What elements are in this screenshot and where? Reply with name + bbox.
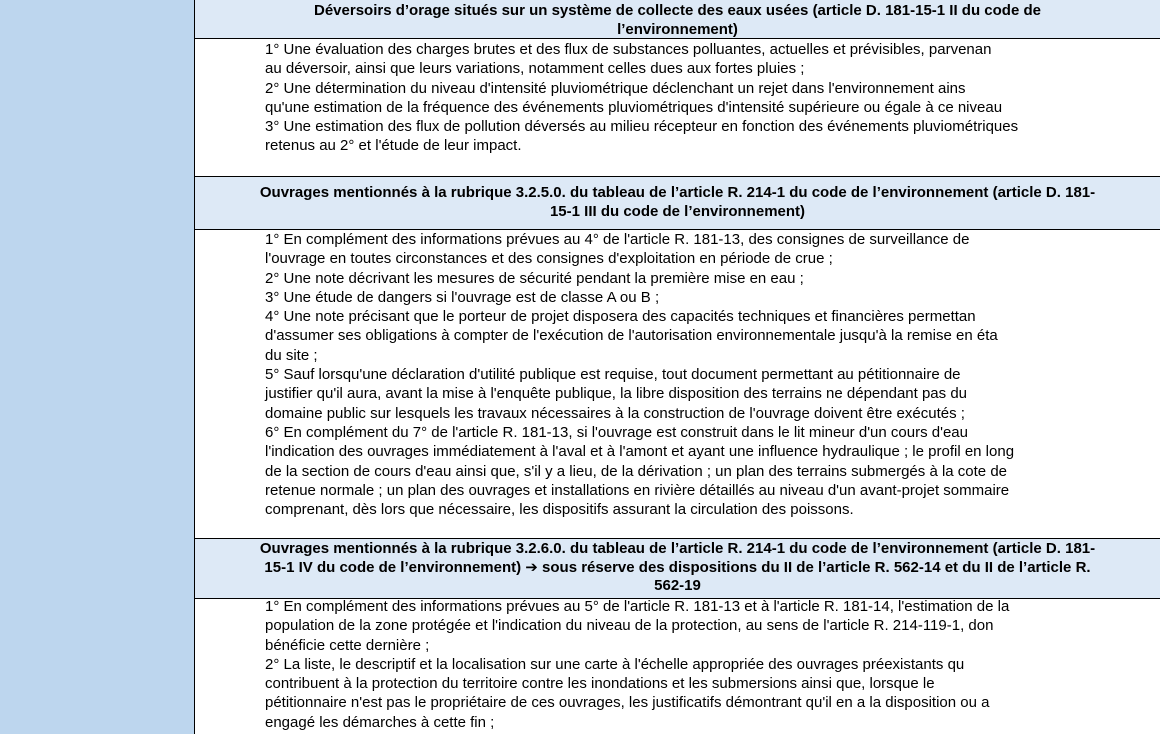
section-3-line: 2° La liste, le descriptif et la localisation sur une carte à l'échelle appropriée des ouvrages préexistants qu xyxy=(265,655,965,673)
section-3-line: contribuent à la protection du territoire contre les inondations et les submersions ainsi que, lorsque le xyxy=(265,675,935,693)
section-3-line: 1° En complément des informations prévues au 5° de l'article R. 181-13 et à l'article R. 181-14, l'estimation de la xyxy=(265,598,1010,615)
section-3-line: population de la zone protégée et l'indication du niveau de la protection, au sens de l'article R. 214-119-1, don xyxy=(265,617,994,635)
section-2-title xyxy=(195,184,1160,221)
section-3-title-line: Ouvrages mentionnés à la rubrique 3.2.6.0. du tableau de l’article R. 214-1 du code de l’environnement (article D. 181- xyxy=(259,540,1096,557)
section-2-header xyxy=(195,176,1160,230)
section-3-title-line: 562-19 xyxy=(654,577,701,594)
section-1-body xyxy=(195,39,1160,176)
section-1-header xyxy=(195,0,1160,39)
section-2-line: justifier qu'il aura, avant la mise à l'enquête publique, la libre disposition des terrains ne dépendant pas du xyxy=(265,385,968,403)
section-1-line: au déversoir, ainsi que leurs variations, notamment celles dues aux fortes pluies ; xyxy=(265,60,805,78)
requirements-table xyxy=(195,0,1160,734)
section-1-title xyxy=(195,2,1160,39)
section-1-line: 1° Une évaluation des charges brutes et des flux de substances polluantes, actuelles et prévisibles, parvenan xyxy=(265,41,992,58)
section-3-header xyxy=(195,538,1160,599)
section-2-line: 4° Une note précisant que le porteur de projet disposera des capacités techniques et financières permettan xyxy=(265,308,976,326)
section-2-line: 2° Une note décrivant les mesures de sécurité pendant la première mise en eau ; xyxy=(265,269,804,287)
section-2-title-line: Ouvrages mentionnés à la rubrique 3.2.5.0. du tableau de l’article R. 214-1 du code de l’environnement (article D. 181- xyxy=(259,184,1096,201)
section-2-line: l'ouvrage en toutes circonstances et des consignes d'exploitation en période de crue ; xyxy=(265,250,833,268)
section-2-line: domaine public sur lesquels les travaux nécessaires à la construction de l'ouvrage doivent être exécutés ; xyxy=(265,404,965,422)
section-2-line: 5° Sauf lorsqu'une déclaration d'utilité publique est requise, tout document permettant au pétitionnaire de xyxy=(265,366,961,384)
section-1-content xyxy=(265,40,1160,156)
section-3-line: engagé les démarches à cette fin ; xyxy=(265,713,495,731)
section-1-line: retenus au 2° et l'étude de leur impact. xyxy=(265,137,522,155)
section-2-line: retenue normale ; un plan des ouvrages et installations en rivière détaillés au niveau d'un avant-projet sommaire xyxy=(265,481,1010,499)
section-2-line: comprenant, dès lors que nécessaire, les dispositifs assurant la circulation des poissons. xyxy=(265,501,854,519)
section-3-line: pétitionnaire n'est pas le propriétaire de ces ouvrages, les justificatifs démontrant qu'il en a la disposition ou a xyxy=(265,694,990,712)
section-1-line: 3° Une estimation des flux de pollution déversés au milieu récepteur en fonction des événements pluviométriques xyxy=(265,118,1019,136)
section-1-line: 2° Une détermination du niveau d'intensité pluviométrique déclenchant un rejet dans l'environnement ains xyxy=(265,79,966,97)
section-2-content xyxy=(265,230,1160,519)
section-2-line: 3° Une étude de dangers si l'ouvrage est de classe A ou B ; xyxy=(265,288,660,306)
section-2-line: du site ; xyxy=(265,346,318,364)
section-3-title xyxy=(195,540,1160,596)
section-3-content xyxy=(265,597,1160,732)
section-2-body xyxy=(195,230,1160,538)
section-2-line: 1° En complément des informations prévues au 4° de l'article R. 181-13, des consignes de surveillance de xyxy=(265,231,970,248)
section-2-line: l'indication des ouvrages immédiatement à l'aval et à l'amont et ayant une influence hydraulique ; le profil en long xyxy=(265,443,1015,461)
section-2-line: de la section de cours d'eau ainsi que, s'il y a lieu, de la dérivation ; un plan des terrains submergés à la cote de xyxy=(265,462,1008,480)
section-1-line: qu'une estimation de la fréquence des événements pluviométriques d'intensité supérieure ou égale à ce niveau xyxy=(265,98,1003,116)
section-2-line: 6° En complément du 7° de l'article R. 181-13, si l'ouvrage est construit dans le lit mineur d'un cours d'eau xyxy=(265,423,968,441)
section-2-title-line: 15-1 III du code de l’environnement) xyxy=(549,202,806,220)
section-2-line: d'assumer ses obligations à compter de l'exécution de l'autorisation environnementale jusqu'à la remise en éta xyxy=(265,327,998,345)
section-3-line: bénéficie cette dernière ; xyxy=(265,636,430,654)
section-3-body xyxy=(195,599,1160,734)
left-column xyxy=(0,0,195,734)
section-1-title-line: Déversoirs d’orage situés sur un système de collecte des eaux usées (article D. 181-15-1 II du code de xyxy=(314,2,1041,19)
section-3-title-line: 15-1 IV du code de l’environnement) ➔ sous réserve des dispositions du II de l’article R. 562-14 et du II de l’article R. xyxy=(264,558,1091,576)
section-1-title-line: l’environnement) xyxy=(617,20,738,38)
